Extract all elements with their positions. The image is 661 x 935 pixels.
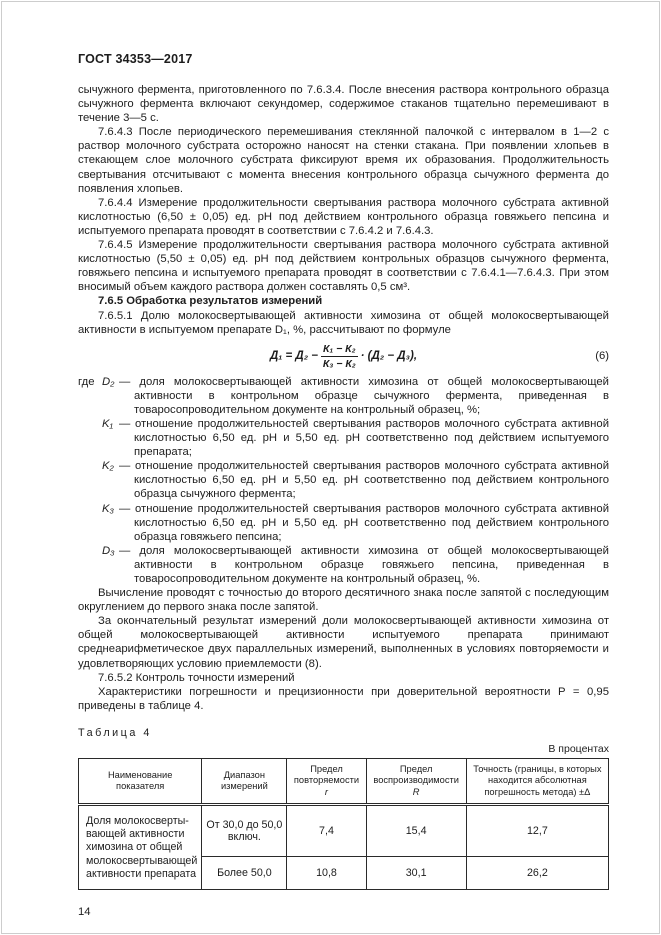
paragraph-calculation: Вычисление проводят с точностью до второго десятичного знака после запятой с последующим округлением до первого знака после запятой. <box>78 587 609 614</box>
definition-symbol: D₃ <box>102 544 115 557</box>
header-indicator-name: Наименование показателя <box>79 758 202 805</box>
cell-delta-2: 26,2 <box>466 857 608 890</box>
cell-delta-1: 12,7 <box>466 805 608 857</box>
definition-symbol: K₂ <box>102 460 114 473</box>
fraction-denominator: К₃ − К₂ <box>322 357 356 370</box>
definition-d3 <box>78 544 609 586</box>
fraction-numerator: К₁ − К₂ <box>323 342 356 355</box>
page-content <box>78 52 609 918</box>
paragraph-7-6-5-2: 7.6.5.2 Контроль точности измерений <box>98 671 295 684</box>
definition-symbol: D₂ <box>102 375 115 388</box>
page-number: 14 <box>78 906 91 919</box>
heading-7-6-5: 7.6.5 Обработка результатов измерений <box>98 295 323 308</box>
paragraph-table-reference: Характеристики погрешности и прецизионности при доверительной вероятности P = 0,95 приведены в таблице 4. <box>78 685 609 712</box>
definition-k2 <box>78 459 609 501</box>
cell-range-2: Более 50,0 <box>202 857 287 890</box>
cell-range-1: От 30,0 до 50,0 включ. <box>202 805 287 857</box>
definition-d2 <box>78 375 609 417</box>
definition-text: — доля молокосвертывающей активности химозина от общей молокосвертывающей активности в контрольном образце сычужного фермента, приведенная в товаросопроводительном документе на контрольный образец, %; <box>119 375 609 416</box>
definition-text: — отношение продолжительностей свертывания растворов молочного субстрата активной кислотностью 6,50 ед. pH и 5,50 ед. pH соответственно под действием контрольного образца говяжьего пепсина; <box>119 502 609 543</box>
formula-number: (6) <box>595 350 609 363</box>
where-label: где <box>78 375 95 388</box>
paragraph-7-6-5-1: 7.6.5.1 Долю молокосвертывающей активности химозина от общей молокосвертывающей активности в испытуемом препарате D₁, %, рассчитывают по формуле <box>78 309 609 336</box>
definition-text: — доля молокосвертывающей активности химозина от общей молокосвертывающей активности в контрольном образце говяжьего пепсина, приведенная в товаросопроводительном документе на контрольный образец, %. <box>119 544 609 585</box>
table-4-label: Таблица 4 <box>78 726 152 739</box>
cell-r-2: 10,8 <box>287 857 366 890</box>
document-title: ГОСТ 34353—2017 <box>78 52 193 66</box>
table-header-row <box>79 758 609 805</box>
table-row <box>79 805 609 857</box>
cell-r-1: 7,4 <box>287 805 366 857</box>
definition-k3 <box>78 502 609 544</box>
definition-text: — отношение продолжительностей свертывания растворов молочного субстрата активной кислотностью 6,50 ед. pH и 5,50 ед. pH соответственно под действием контрольного образца сычужного фермента; <box>119 460 609 501</box>
cell-indicator-name: Доля молокосвертывающей активности химозина от общей молокосвертывающей активности препарата <box>79 805 202 890</box>
header-measurement-range: Диапазон измерений <box>202 758 287 805</box>
formula-rhs: · (Д₂ − Д₃), <box>360 350 418 363</box>
header-repeatability-limit: Предел повторяемости r <box>287 758 366 805</box>
cell-R-1: 15,4 <box>366 805 466 857</box>
paragraph-continuation: сычужного фермента, приготовленного по 7.6.3.4. После внесения раствора контрольного образца сычужного фермента включают секундомер, содержимое стаканов тщательно перемешивают в течение 3—5 с. <box>78 84 609 125</box>
definition-symbol: K₁ <box>102 417 114 430</box>
paragraph-final-result: За окончательный результат измерений доли молокосвертывающей активности химозина от общей молокосвертывающей активности испытуемого препарата принимают среднеарифметическое двух параллельных измерений, выполненных в условиях повторяемости и удовлетворяющих условию приемлемости (8). <box>78 615 609 670</box>
definition-text: — отношение продолжительностей свертывания растворов молочного субстрата активной кислотностью 6,50 ед. pH и 5,50 ед. pH соответственно под действием испытуемого препарата; <box>119 417 609 459</box>
paragraph-7-6-4-5: 7.6.4.5 Измерение продолжительности свертывания раствора молочного субстрата активной кислотностью (5,50 ± 0,05) ед. pH под действием контрольных образцов сычужного фермента, говяжьего пепсина и испытуемого препарата проводят в соответствии с 7.6.4.1—7.6.4.3. При этом вносимый объем каждого раствора должен составлять 0,5 см³. <box>78 239 609 294</box>
header-accuracy: Точность (границы, в которых находится абсолютная погрешность метода) ±Δ <box>466 758 608 805</box>
table-unit-note: В процентах <box>548 742 609 755</box>
header-reproducibility-limit: Предел воспроизводимости R <box>366 758 466 805</box>
definition-symbol: K₃ <box>102 502 115 515</box>
formula-lhs: Д₁ = Д₂ − <box>269 350 319 363</box>
formula-fraction <box>321 343 358 370</box>
formula-6 <box>78 343 609 370</box>
paragraph-7-6-4-3: 7.6.4.3 После периодического перемешивания стеклянной палочкой с интервалом в 1—2 с раствор молочного субстрата осторожно наносят на стенки стакана. При появлении хлопьев в стекающем слое молочного субстрата фиксируют время их образования. Продолжительность свертывания отсчитывают с момента внесения контрольного образца сычужного фермента до появления хлопьев. <box>78 126 609 195</box>
cell-R-2: 30,1 <box>366 857 466 890</box>
paragraph-7-6-4-4: 7.6.4.4 Измерение продолжительности свертывания раствора молочного субстрата активной кислотностью (6,50 ± 0,05) ед. pH под действием контрольного образца говяжьего пепсина и испытуемого препарата проводят в соответствии с 7.6.4.2 и 7.6.4.3. <box>78 196 609 237</box>
table-4 <box>78 758 609 891</box>
definition-k1 <box>78 417 609 459</box>
